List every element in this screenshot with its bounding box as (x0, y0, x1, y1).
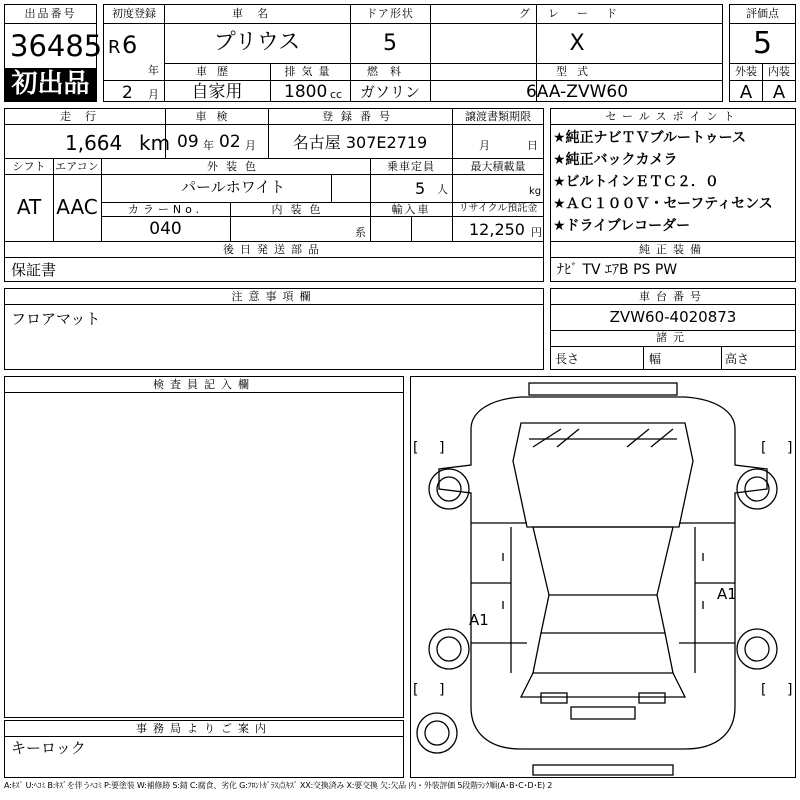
notes-value: フロアマット (11, 310, 101, 328)
recycle-label: リサイクル預託金 (458, 203, 538, 214)
ext-color-label: 外装色 (207, 160, 264, 173)
bracket-bottom-left-close: ] (439, 682, 445, 698)
capacity-value: 5 (415, 179, 426, 198)
notes-label: 注意事項欄 (231, 290, 317, 303)
history-label: 車歴 (196, 65, 238, 78)
reg-year-unit: 年 (148, 64, 159, 77)
registration-value: 名古屋 307E2719 (292, 133, 428, 152)
bracket-top-right-open: [ (761, 440, 767, 456)
door-value: 5 (383, 31, 397, 56)
office-box (4, 720, 404, 778)
bracket-bottom-right-open: [ (761, 682, 767, 698)
exterior-value: A (739, 82, 753, 103)
bracket-bottom-left-open: [ (413, 682, 419, 698)
damage-mark-right: A1 (717, 585, 737, 603)
import-label: 輸入車 (391, 203, 431, 216)
displacement-unit: cc (330, 88, 343, 101)
lot-label: 出品番号 (24, 7, 77, 20)
inspection-label: 車検 (195, 110, 238, 123)
sales-item: ★ドライブレコーダー (553, 218, 691, 234)
inspection-month: 02 (219, 132, 241, 152)
later-parts-label: 後日発送部品 (223, 243, 325, 256)
mileage-unit: km (139, 131, 171, 155)
damage-mark-left: A1 (469, 611, 489, 629)
legend-text: A:ｷｽﾞ U:ﾍｺﾐ B:ｷｽﾞを伴うﾍｺﾐ P:要塗装 W:補修跡 S:錆 C:腐食、劣化 G:ﾌﾛﾝﾄｶﾞﾗｽ点ｷｽﾞ XX:交換済み X:要交換 欠:欠品 内・外装評価 5段階ﾗﾝｸ順(A･B･C･D･E) 2 (4, 781, 553, 790)
displacement-label: 排気量 (284, 65, 336, 78)
int-color-unit: 系 (355, 226, 366, 239)
chassis-value: ZVW60-4020873 (609, 308, 737, 326)
dim-width: 幅 (649, 352, 662, 366)
chassis-label: 車台番号 (639, 290, 707, 303)
dim-height: 高さ (725, 352, 750, 366)
first-reg-label: 初度登録 (112, 7, 156, 20)
displacement-value: 1800 (284, 82, 328, 102)
car-diagram (411, 377, 795, 777)
equipment-value: ﾅﾋﾞ TV ｴｱB PS PW (557, 262, 678, 278)
mileage-value: 1,664 (65, 131, 123, 155)
transfer-day-unit: 日 (527, 139, 538, 152)
inspector-label: 検査員記入欄 (153, 378, 255, 391)
history-value: 自家用 (191, 82, 243, 102)
reg-year: 6 (122, 31, 138, 59)
bracket-top-left-open: [ (413, 440, 419, 456)
equipment-label: 純正装備 (639, 243, 707, 256)
model-value: 6AA-ZVW60 (525, 82, 629, 102)
dim-length: 長さ (555, 352, 580, 366)
sales-item: ★ビルトインＥＴＣ２．０ (553, 174, 719, 190)
shift-label: シフト (12, 160, 46, 173)
sales-item: ★純正ナビＴＶブルートゥース (553, 130, 746, 146)
car-name-label: 車名 (232, 7, 282, 20)
fuel-label: 燃料 (367, 65, 413, 78)
load-label: 最大積載量 (470, 160, 526, 173)
sales-points-box (550, 108, 796, 282)
interior-value: A (772, 82, 786, 103)
reg-month: 2 (122, 83, 133, 103)
lot-box (4, 4, 103, 102)
dimensions-label: 諸元 (656, 331, 690, 344)
ext-color-value: パールホワイト (181, 178, 286, 196)
sales-label: セールスポイント (605, 110, 741, 123)
bracket-bottom-right-close: ] (787, 682, 793, 698)
score-label: 評価点 (746, 7, 779, 20)
lot-number: 36485 (10, 29, 103, 63)
bracket-top-left-close: ] (439, 440, 445, 456)
chassis-box (550, 288, 796, 370)
fuel-value: ガソリン (359, 83, 420, 101)
sales-item: ★純正バックカメラ (553, 152, 678, 168)
header-table (103, 4, 723, 102)
sales-item: ★ＡＣ１００Ｖ・セーフティセンス (553, 196, 773, 212)
model-label: 型式 (556, 65, 598, 78)
int-color-label: 内装色 (271, 203, 329, 216)
registration-label: 登録番号 (322, 110, 398, 123)
car-diagram-box (410, 376, 796, 778)
later-parts-value: 保証書 (11, 261, 57, 279)
bracket-top-right-close: ] (787, 440, 793, 456)
inspection-month-unit: 月 (245, 139, 256, 152)
details-table (4, 108, 544, 282)
inspection-year: 09 (177, 132, 199, 152)
reg-month-unit: 月 (148, 88, 159, 101)
recycle-value: 12,250 (469, 220, 525, 239)
score-value: 5 (752, 26, 773, 61)
interior-label: 内装 (768, 65, 790, 78)
office-label: 事務局よりご案内 (136, 722, 272, 735)
capacity-label: 乗車定員 (387, 160, 435, 173)
recycle-unit: 円 (531, 226, 542, 239)
mileage-label: 走行 (60, 110, 110, 123)
shift-value: AT (16, 195, 42, 219)
capacity-unit: 人 (437, 183, 448, 196)
load-unit: kg (529, 186, 542, 197)
inspector-box (4, 376, 404, 718)
car-name: プリウス (213, 30, 301, 55)
notes-box (4, 288, 544, 370)
color-no-value: 040 (149, 219, 182, 239)
first-listing-text: 初出品 (11, 69, 90, 99)
era: R (108, 37, 121, 58)
score-box (729, 4, 796, 102)
grade-value: X (569, 31, 585, 56)
ac-value: AAC (56, 195, 98, 219)
transfer-label: 譲渡書類期限 (465, 110, 531, 123)
office-value: キーロック (11, 739, 86, 757)
color-no-label: カラーNo. (127, 203, 204, 216)
exterior-label: 外装 (735, 65, 757, 78)
inspection-year-unit: 年 (203, 139, 214, 152)
grade-label: グレード (519, 7, 635, 20)
transfer-month-unit: 月 (479, 139, 490, 152)
ac-label: エアコン (55, 160, 99, 173)
door-label: ドア形状 (366, 7, 414, 20)
